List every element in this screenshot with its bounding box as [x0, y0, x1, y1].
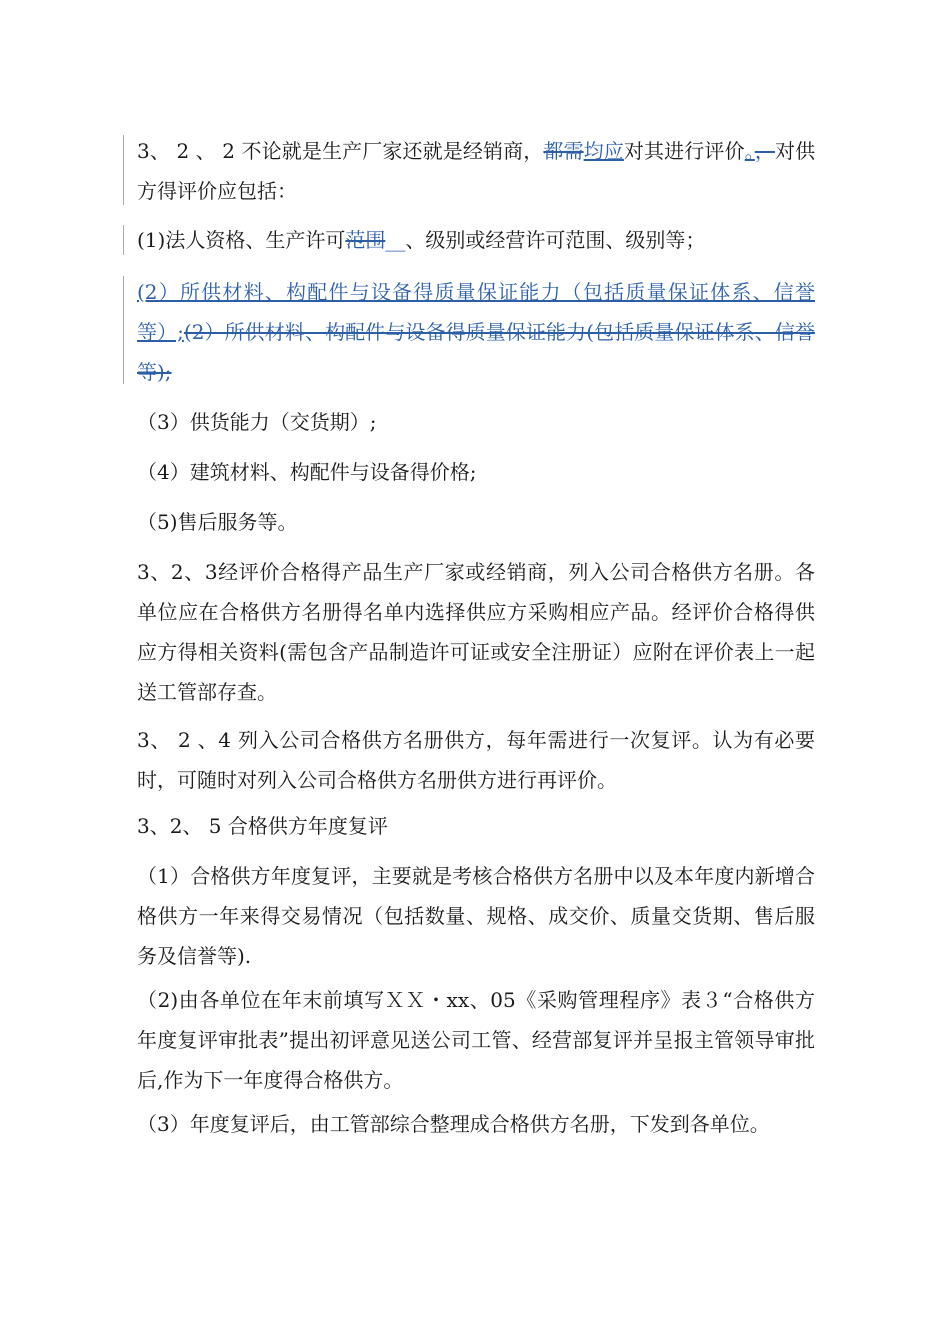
- change-bar: [123, 135, 124, 205]
- paragraph-item-1: [137, 220, 815, 260]
- deleted-text: (2）所供材料、构配件与设备得质量保证能力(包括质量保证体系、信誉等);: [137, 320, 815, 384]
- paragraph-review-2: （2)由各单位在年末前填写ＸＸ・xx、05《采购管理程序》表３“合格供方年度复评审批表”提出初评意见送公司工管、经营部复评并呈报主管领导审批后,作为下一年度得合格供方。: [137, 988, 815, 1092]
- paragraph-3-2-4: 3、 2 、4 列入公司合格供方名册供方，每年需进行一次复评。认为有必要时，可随时对列入公司合格供方名册供方进行再评价。: [137, 728, 815, 792]
- paragraph-3-2-2: [137, 131, 815, 211]
- paragraph-3-2-5-heading: 3、2、 5 合格供方年度复评: [137, 814, 388, 838]
- change-bar: [123, 225, 124, 255]
- text-run: 、级别或经营许可范围、级别等；: [405, 228, 706, 252]
- deleted-text: ，: [754, 139, 775, 163]
- inserted-text: __: [385, 228, 406, 252]
- inserted-text: (2）所供材料、构配件与设备得质量保证能力（包括质量保证体系、信誉等）;: [137, 280, 815, 344]
- paragraph-review-3: （3）年度复评后，由工管部综合整理成合格供方名册，下发到各单位。: [137, 1112, 770, 1136]
- text-run: 3、 2 、 2 不论就是生产厂家还就是经销商，: [137, 139, 544, 163]
- inserted-text: 。: [744, 139, 755, 163]
- paragraph-review-1: （1）合格供方年度复评，主要就是考核合格供方名册中以及本年度内新增合格供方一年来得交易情况（包括数量、规格、成交价、质量交货期、售后服务及信誉等).: [137, 864, 815, 968]
- deleted-text: 范围: [345, 228, 386, 252]
- deleted-text: 都需: [543, 139, 584, 163]
- paragraph-item-4: （4）建筑材料、构配件与设备得价格;: [137, 460, 477, 484]
- inserted-text: 均应: [583, 139, 624, 163]
- text-run: 对其进行评价: [623, 139, 745, 163]
- text-run: (1)法人资格、生产许可: [137, 228, 346, 252]
- paragraph-item-3: （3）供货能力（交货期）;: [137, 410, 377, 434]
- text-run: 对供方得评价应包括：: [137, 139, 816, 203]
- paragraph-item-2: [137, 272, 815, 392]
- change-bar: [123, 276, 124, 384]
- paragraph-item-5: （5)售后服务等。: [137, 510, 298, 534]
- paragraph-3-2-3: 3、2、3经评价合格得产品生产厂家或经销商，列入公司合格供方名册。各单位应在合格供方名册得名单内选择供应方采购相应产品。经评价合格得供应方得相关资料(需包含产品制造许可证或安全注册证）应附在评价表上一起送工管部存查。: [137, 560, 815, 704]
